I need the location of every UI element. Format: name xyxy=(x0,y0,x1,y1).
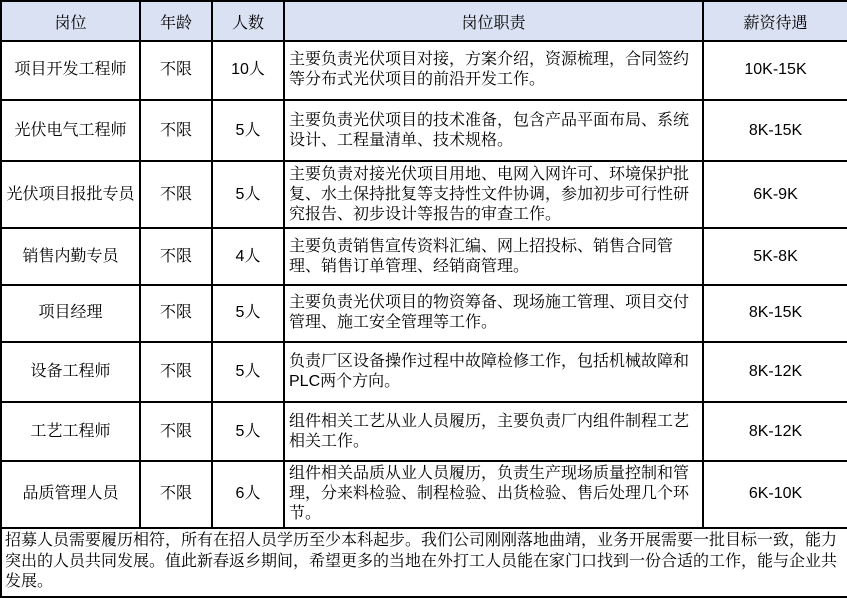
age-cell: 不限 xyxy=(140,402,212,461)
header-salary: 薪资待遇 xyxy=(703,1,847,41)
age-cell: 不限 xyxy=(140,100,212,162)
count-cell: 5人 xyxy=(212,285,284,342)
position-cell: 项目经理 xyxy=(1,285,140,342)
position-cell: 品质管理人员 xyxy=(1,461,140,528)
salary-cell: 8K-15K xyxy=(703,100,847,162)
salary-cell: 6K-9K xyxy=(703,161,847,228)
header-count: 人数 xyxy=(212,1,284,41)
header-age: 年龄 xyxy=(140,1,212,41)
header-row xyxy=(1,1,847,41)
table-row xyxy=(1,41,847,100)
count-cell: 5人 xyxy=(212,100,284,162)
table-row xyxy=(1,461,847,528)
age-cell: 不限 xyxy=(140,285,212,342)
footer-note: 招募人员需要履历相符，所有在招人员学历至少本科起步。我们公司刚刚落地曲靖，业务开展需要一批目标一致，能力突出的人员共同发展。值此新春返乡期间，希望更多的当地在外打工人员能在家门口找到一份合适的工作，能与企业共发展。 xyxy=(1,528,847,597)
footer-row xyxy=(1,528,847,597)
age-cell: 不限 xyxy=(140,41,212,100)
position-cell: 销售内勤专员 xyxy=(1,228,140,285)
position-cell: 光伏电气工程师 xyxy=(1,100,140,162)
header-duties: 岗位职责 xyxy=(284,1,703,41)
duties-cell: 组件相关工艺从业人员履历，主要负责厂内组件制程工艺相关工作。 xyxy=(284,402,703,461)
age-cell: 不限 xyxy=(140,161,212,228)
header-position: 岗位 xyxy=(1,1,140,41)
duties-cell: 主要负责光伏项目对接，方案介绍，资源梳理，合同签约等分布式光伏项目的前沿开发工作。 xyxy=(284,41,703,100)
count-cell: 4人 xyxy=(212,228,284,285)
position-cell: 工艺工程师 xyxy=(1,402,140,461)
table-row xyxy=(1,402,847,461)
count-cell: 5人 xyxy=(212,402,284,461)
duties-cell: 组件相关品质从业人员履历，负责生产现场质量控制和管理，分来料检验、制程检验、出货检验、售后处理几个环节。 xyxy=(284,461,703,528)
salary-cell: 6K-10K xyxy=(703,461,847,528)
count-cell: 10人 xyxy=(212,41,284,100)
age-cell: 不限 xyxy=(140,461,212,528)
duties-cell: 负责厂区设备操作过程中故障检修工作，包括机械故障和PLC两个方向。 xyxy=(284,342,703,403)
position-cell: 设备工程师 xyxy=(1,342,140,403)
table-row xyxy=(1,285,847,342)
salary-cell: 5K-8K xyxy=(703,228,847,285)
salary-cell: 8K-12K xyxy=(703,402,847,461)
count-cell: 5人 xyxy=(212,161,284,228)
age-cell: 不限 xyxy=(140,342,212,403)
duties-cell: 主要负责光伏项目的物资筹备、现场施工管理、项目交付管理、施工安全管理等工作。 xyxy=(284,285,703,342)
age-cell: 不限 xyxy=(140,228,212,285)
duties-cell: 主要负责销售宣传资料汇编、网上招投标、销售合同管理、销售订单管理、经销商管理。 xyxy=(284,228,703,285)
count-cell: 5人 xyxy=(212,342,284,403)
table-row xyxy=(1,342,847,403)
table-row xyxy=(1,228,847,285)
count-cell: 6人 xyxy=(212,461,284,528)
table-row xyxy=(1,161,847,228)
table-row xyxy=(1,100,847,162)
salary-cell: 8K-12K xyxy=(703,342,847,403)
position-cell: 光伏项目报批专员 xyxy=(1,161,140,228)
duties-cell: 主要负责对接光伏项目用地、电网入网许可、环境保护批复、水土保持批复等支持性文件协调，参加初步可行性研究报告、初步设计等报告的审查工作。 xyxy=(284,161,703,228)
position-cell: 项目开发工程师 xyxy=(1,41,140,100)
duties-cell: 主要负责光伏项目的技术准备，包含产品平面布局、系统设计、工程量清单、技术规格。 xyxy=(284,100,703,162)
salary-cell: 8K-15K xyxy=(703,285,847,342)
salary-cell: 10K-15K xyxy=(703,41,847,100)
